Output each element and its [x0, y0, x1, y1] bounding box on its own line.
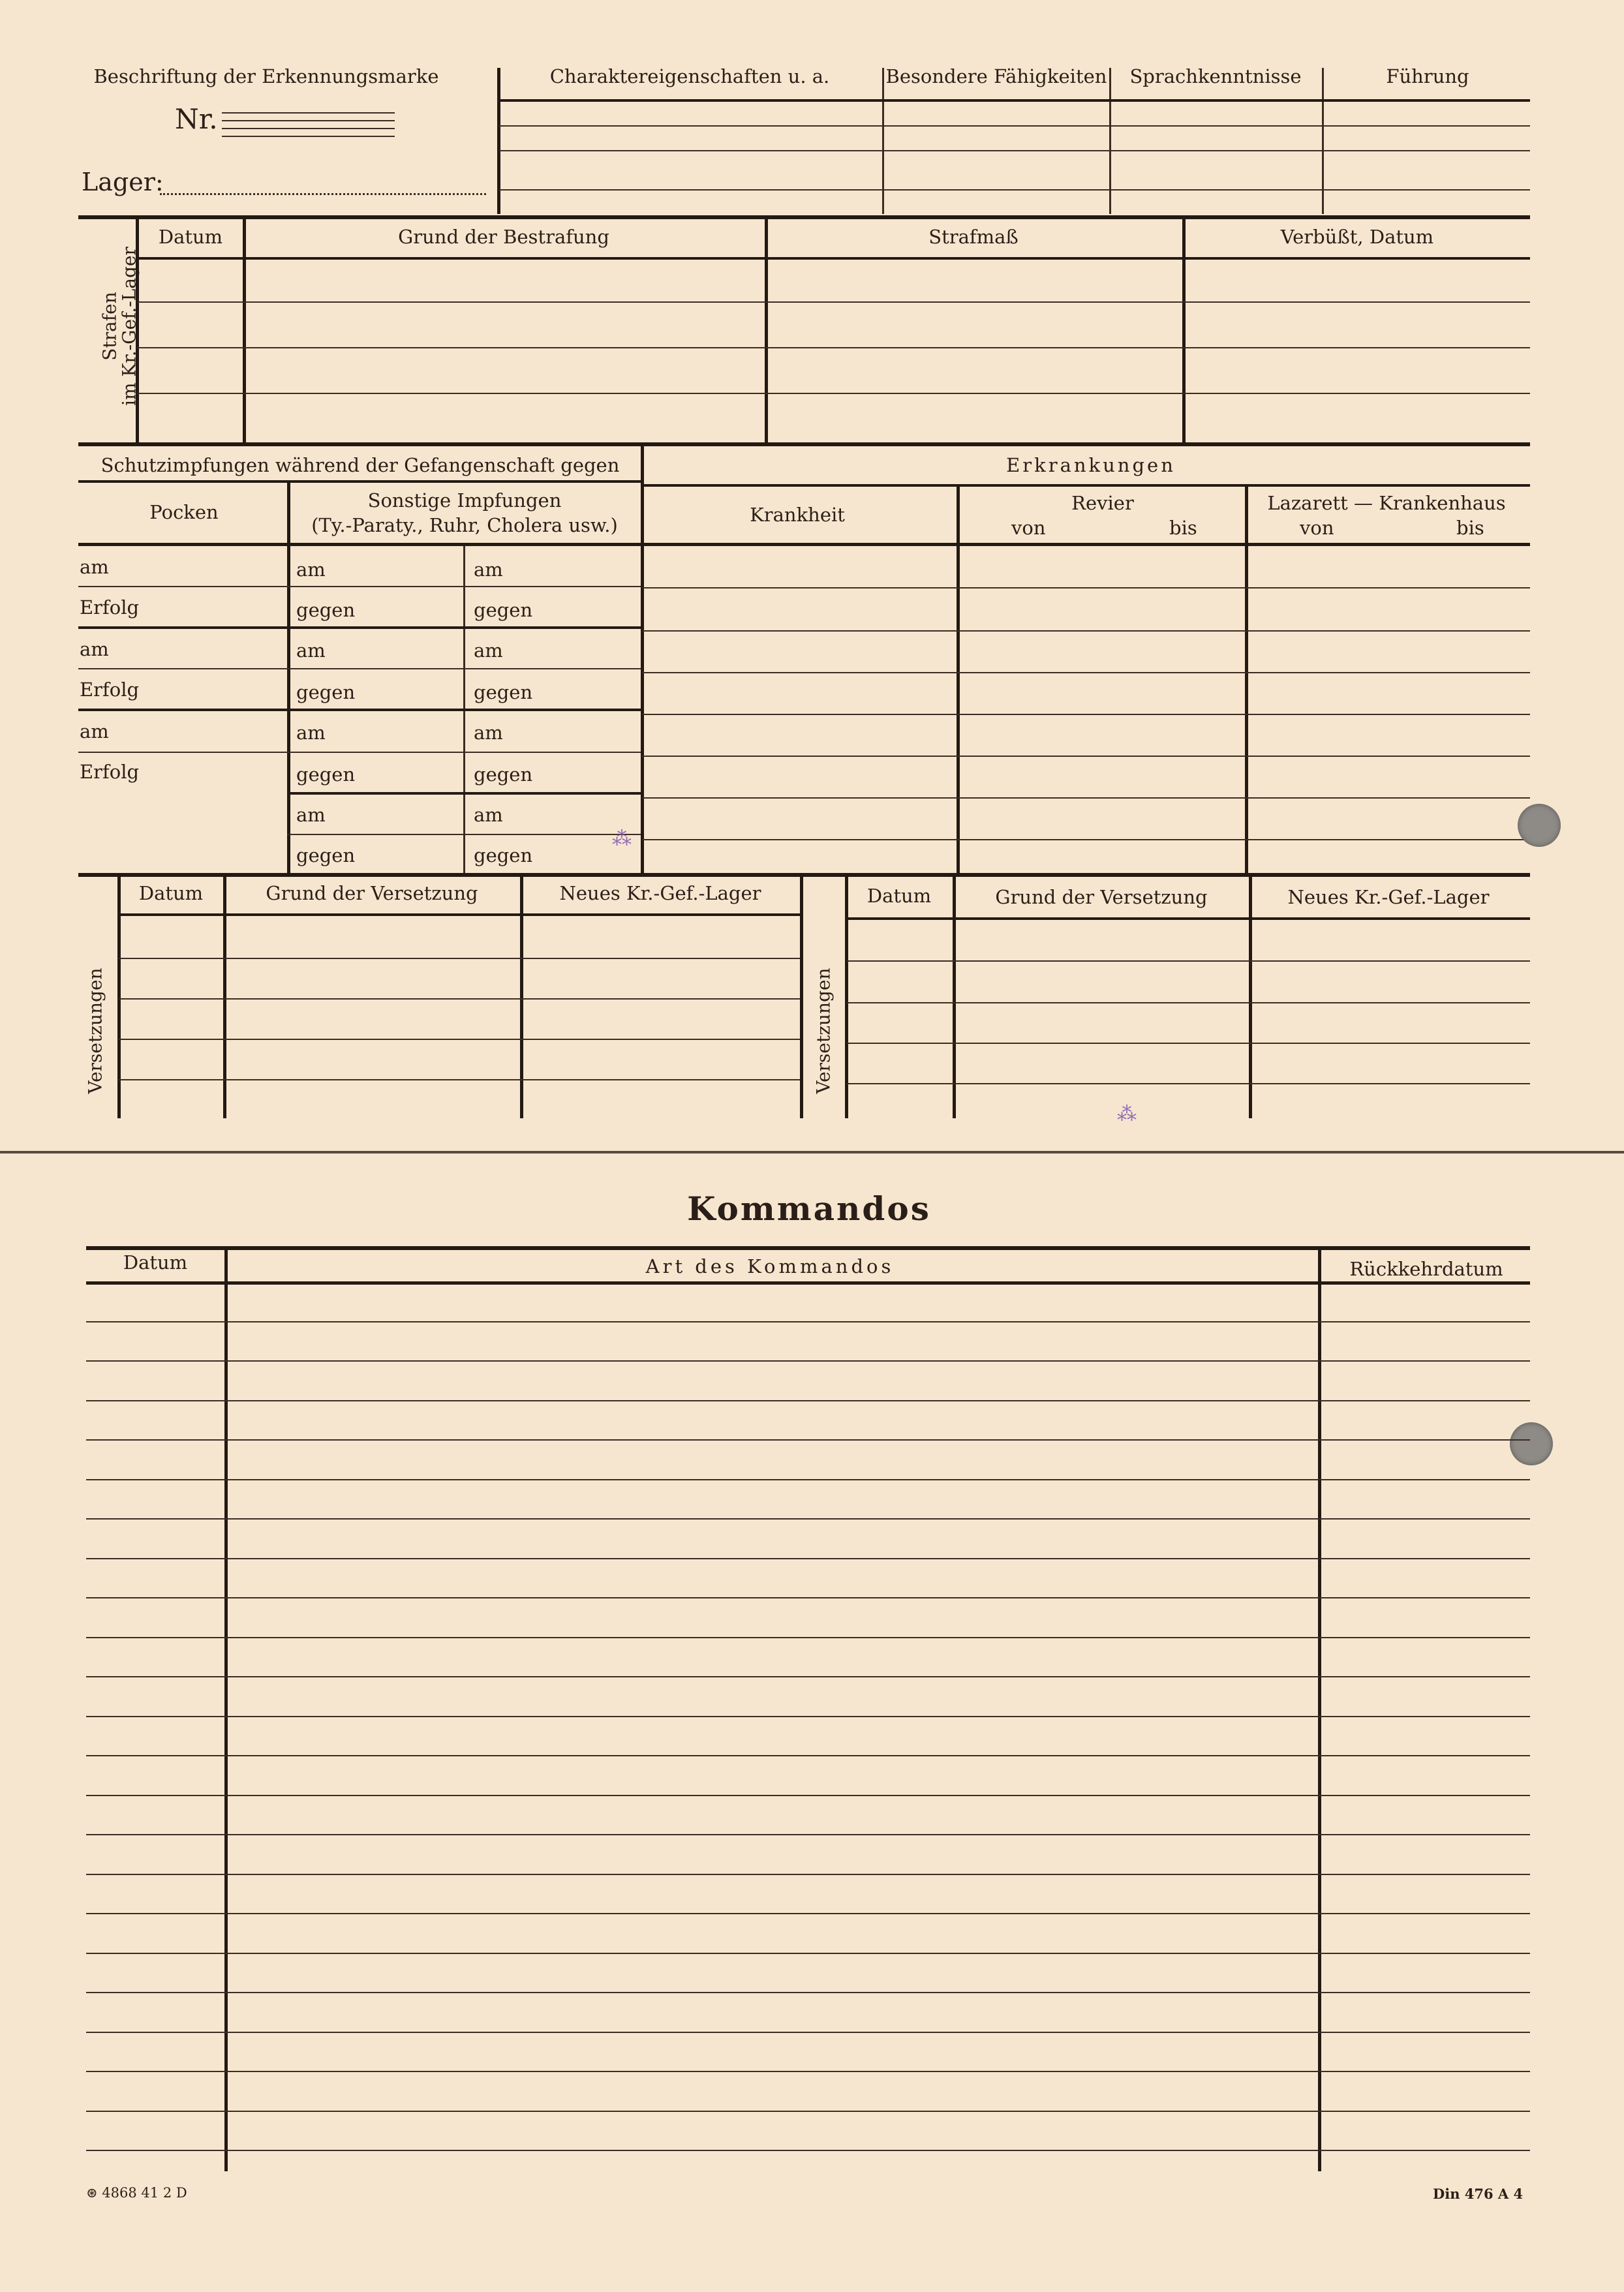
kommandos-row-line — [86, 1676, 1530, 1677]
kommandos-col-rueckkehr: Rückkehrdatum — [1349, 1258, 1503, 1280]
kommandos-col-datum: Datum — [123, 1251, 188, 1274]
sonstige-gegen-1a: gegen — [296, 599, 356, 621]
sonstige-header-1: Sonstige Impfungen — [367, 489, 562, 512]
kommandos-row-line — [86, 2150, 1530, 2151]
kommandos-row-line — [86, 1795, 1530, 1796]
sonstige-gegen-2b: gegen — [474, 681, 533, 703]
impfungen-title: Schutzimpfungen während der Gefangenschaft gegen — [100, 454, 620, 476]
sprachen-header: Sprachkenntnisse — [1129, 65, 1302, 87]
print-mark-icon: ⊛ — [86, 2185, 98, 2201]
sonstige-gegen-4b: gegen — [474, 844, 533, 866]
sonstige-gegen-3a: gegen — [296, 763, 356, 786]
din-format-label: Din 476 A 4 — [1433, 2186, 1524, 2202]
lager-label: Lager: — [82, 168, 164, 196]
sonstige-am-2a: am — [296, 639, 326, 662]
kommandos-row-line — [86, 1834, 1530, 1835]
sonstige-am-4a: am — [296, 804, 326, 826]
ink-smudge-1: ⁂ — [612, 827, 632, 850]
lager-dotted-line — [160, 193, 486, 195]
krankheit-header: Krankheit — [750, 504, 845, 526]
pocken-am-2: am — [80, 638, 109, 660]
print-code — [86, 2182, 187, 2204]
revier-von: von — [1011, 517, 1046, 539]
pocken-erfolg-3: Erfolg — [80, 761, 140, 783]
kommandos-row-line — [86, 1400, 1530, 1401]
ink-smudge-2: ⁂ — [1117, 1103, 1137, 1125]
kommandos-col-art: Art des Kommandos — [645, 1255, 895, 1277]
punch-hole-bottom — [1510, 1422, 1553, 1465]
versetzungen-side-label-left: Versetzungen — [84, 968, 106, 1094]
revier-bis: bis — [1169, 517, 1197, 539]
fold-line — [0, 1151, 1624, 1154]
kommandos-row-line — [86, 1558, 1530, 1559]
versetzung-right-col-grund: Grund der Versetzung — [995, 886, 1208, 908]
lazarett-header: Lazarett — Krankenhaus — [1267, 492, 1506, 514]
kommandos-row-line — [86, 1953, 1530, 1954]
lazarett-von: von — [1300, 517, 1334, 539]
versetzung-left-col-datum: Datum — [138, 882, 204, 904]
revier-header: Revier — [1071, 492, 1134, 514]
kommandos-row-line — [86, 2032, 1530, 2033]
sonstige-am-3b: am — [474, 722, 503, 744]
print-code-text: 4868 41 2 D — [102, 2185, 187, 2201]
kommandos-title: Kommandos — [687, 1189, 931, 1228]
pocken-am-1: am — [80, 556, 109, 578]
erkennungsmarke-label: Beschriftung der Erkennungsmarke — [93, 65, 439, 87]
pocken-erfolg-2: Erfolg — [80, 679, 140, 701]
kommandos-row-line — [86, 1874, 1530, 1875]
sonstige-am-1b: am — [474, 558, 503, 581]
pocken-am-3: am — [80, 720, 109, 742]
fuehrung-header: Führung — [1386, 65, 1469, 87]
faehigkeiten-header: Besondere Fähigkeiten — [885, 65, 1107, 87]
strafen-side-label-1: Strafen — [99, 292, 121, 361]
charakter-header: Charaktereigenschaften u. a. — [549, 65, 830, 87]
versetzung-right-col-datum: Datum — [866, 885, 932, 907]
nr-line-3 — [222, 128, 395, 129]
kommandos-row-line — [86, 2071, 1530, 2072]
kommandos-row-line — [86, 2111, 1530, 2112]
kommandos-row-line — [86, 1913, 1530, 1914]
strafen-side-label-2: im Kr.-Gef.-Lager — [118, 247, 140, 406]
sonstige-am-3a: am — [296, 722, 326, 744]
kommandos-row-line — [86, 1597, 1530, 1598]
kommandos-row-line — [86, 1360, 1530, 1362]
nr-label: Nr. — [175, 103, 218, 135]
sonstige-gegen-3b: gegen — [474, 763, 533, 786]
strafen-col-strafmass: Strafmaß — [928, 226, 1019, 248]
sonstige-am-4b: am — [474, 804, 503, 826]
pocken-erfolg-1: Erfolg — [80, 596, 140, 619]
sonstige-am-2b: am — [474, 639, 503, 662]
sonstige-header-2: (Ty.-Paraty., Ruhr, Cholera usw.) — [311, 514, 618, 536]
sonstige-gegen-2a: gegen — [296, 681, 356, 703]
kommandos-row-line — [86, 1518, 1530, 1520]
strafen-col-verbuesst: Verbüßt, Datum — [1280, 226, 1434, 248]
nr-line-2 — [222, 120, 395, 121]
sonstige-gegen-4a: gegen — [296, 844, 356, 866]
pocken-header: Pocken — [149, 501, 219, 523]
kommandos-row-line — [86, 1716, 1530, 1717]
versetzung-left-col-lager: Neues Kr.-Gef.-Lager — [559, 882, 761, 904]
versetzung-right-col-lager: Neues Kr.-Gef.-Lager — [1287, 886, 1490, 908]
lazarett-bis: bis — [1456, 517, 1484, 539]
kommandos-row-line — [86, 1755, 1530, 1756]
sonstige-gegen-1b: gegen — [474, 599, 533, 621]
nr-line-1 — [222, 112, 395, 114]
kommandos-row-line — [86, 1479, 1530, 1480]
strafen-col-datum: Datum — [158, 226, 223, 248]
kommandos-row-line — [86, 1637, 1530, 1638]
strafen-col-grund: Grund der Bestrafung — [398, 226, 609, 248]
nr-line-4 — [222, 136, 395, 137]
versetzungen-side-label-right: Versetzungen — [812, 968, 835, 1094]
versetzung-left-col-grund: Grund der Versetzung — [266, 882, 478, 904]
erkrankungen-title: Erkrankungen — [1006, 454, 1176, 476]
kommandos-row-line — [86, 1321, 1530, 1322]
punch-hole-top — [1518, 804, 1561, 847]
sonstige-am-1a: am — [296, 558, 326, 581]
kommandos-row-line — [86, 1439, 1530, 1441]
kommandos-row-line — [86, 1992, 1530, 1993]
